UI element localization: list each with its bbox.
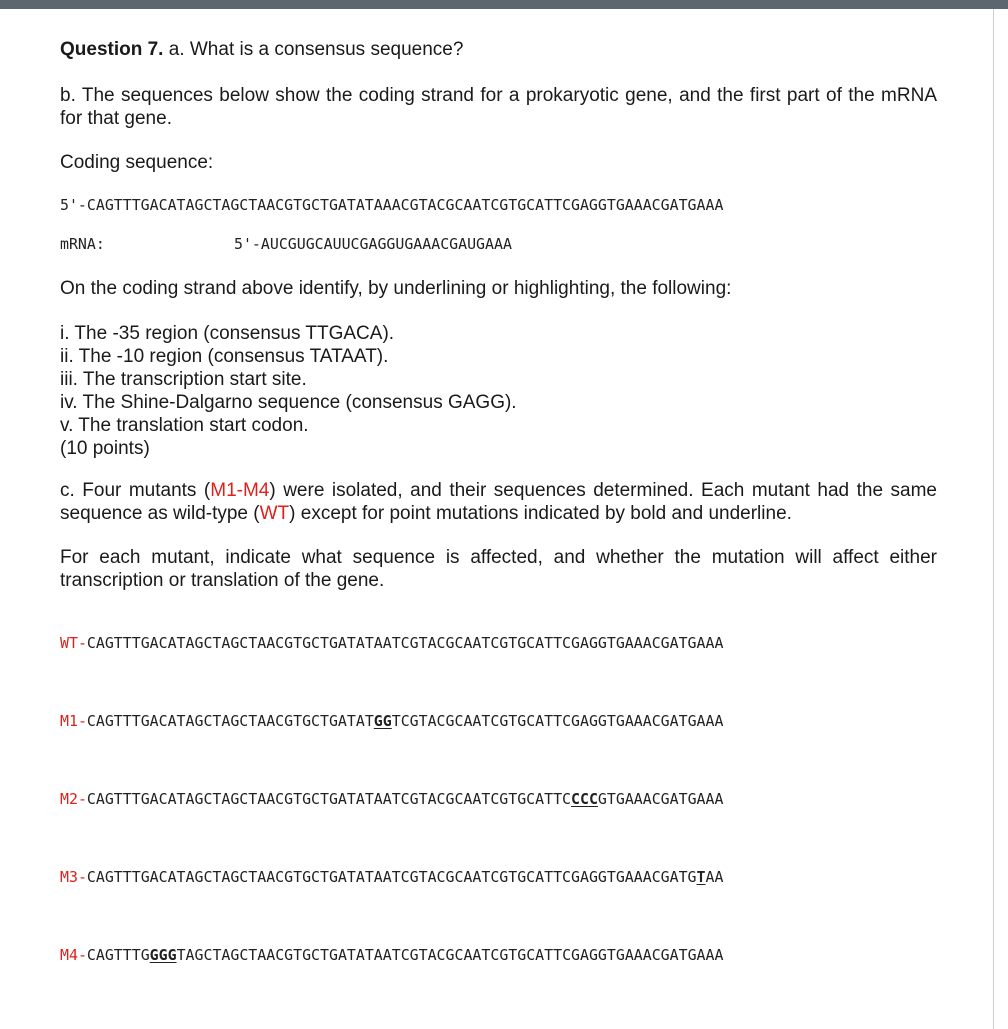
mutation-mark: GG [373, 712, 392, 730]
sequence-label: M4 [60, 946, 78, 964]
page-edge [993, 9, 994, 1029]
identify-list [60, 322, 937, 460]
list-item: i. The -35 region (consensus TTGACA). [60, 323, 395, 344]
mutation-mark: T [696, 868, 706, 886]
part-a-text: a. What is a consensus sequence? [163, 39, 464, 60]
top-bar [0, 0, 1008, 9]
wt-label: WT [259, 503, 290, 524]
points-note: (10 points) [60, 438, 150, 459]
sequence-label: M3 [60, 868, 78, 886]
list-item: ii. The -10 region (consensus TATAAT). [60, 346, 389, 367]
question-number: Question 7. [60, 39, 164, 60]
mutation-mark: GGG [149, 946, 177, 964]
list-item: iii. The transcription start site. [60, 369, 307, 390]
mrna-label: mRNA: [60, 235, 105, 253]
question-heading [60, 38, 937, 61]
part-c-question: For each mutant, indicate what sequence is affected, and whether the mutation will affect either transcription or translation of the gene. [60, 547, 937, 591]
list-item: iv. The Shine-Dalgarno sequence (consensus GAGG). [60, 392, 517, 413]
instruction-text: On the coding strand above identify, by underlining or highlighting, the following: [60, 278, 732, 299]
sequence-label: M2 [60, 790, 78, 808]
sequence-m3: M3-CAGTTTGACATAGCTAGCTAACGTGCTGATATAATCGTACGCAATCGTGCATTCGAGGTGAAACGATGTAA [60, 868, 724, 886]
sequence-label: WT [60, 634, 78, 652]
sequence-label: M1 [60, 712, 78, 730]
mutants-label: M1-M4 [210, 480, 270, 501]
coding-sequence: 5'-CAGTTTGACATAGCTAGCTAACGTGCTGATATAAACGTACGCAATCGTGCATTCGAGGTGAAACGATGAAA [60, 196, 724, 214]
list-item: v. The translation start codon. [60, 415, 309, 436]
part-c-intro: c. Four mutants (M1-M4) were isolated, and their sequences determined. Each mutant had the same sequence as wild-type (WT) except for point mutations indicated by bold and underline. [60, 480, 937, 524]
coding-label: Coding sequence: [60, 152, 214, 173]
mutation-mark: CCC [571, 790, 598, 808]
part-b-intro: b. The sequences below show the coding strand for a prokaryotic gene, and the first part of the mRNA for that gene. [60, 85, 937, 129]
sequence-m1: M1-CAGTTTGACATAGCTAGCTAACGTGCTGATATGGTCGTACGCAATCGTGCATTCGAGGTGAAACGATGAAA [60, 712, 724, 730]
sequence-m2: M2-CAGTTTGACATAGCTAGCTAACGTGCTGATATAATCGTACGCAATCGTGCATTCCCCGTGAAACGATGAAA [60, 790, 724, 808]
sequence-m4: M4-CAGTTTGGGGTAGCTAGCTAACGTGCTGATATAATCGTACGCAATCGTGCATTCGAGGTGAAACGATGAAA [60, 946, 724, 964]
sequence-wt: WT-CAGTTTGACATAGCTAGCTAACGTGCTGATATAATCGTACGCAATCGTGCATTCGAGGTGAAACGATGAAA [60, 634, 724, 652]
mrna-sequence: 5'-AUCGUGCAUUCGAGGUGAAACGAUGAAA [234, 235, 512, 253]
